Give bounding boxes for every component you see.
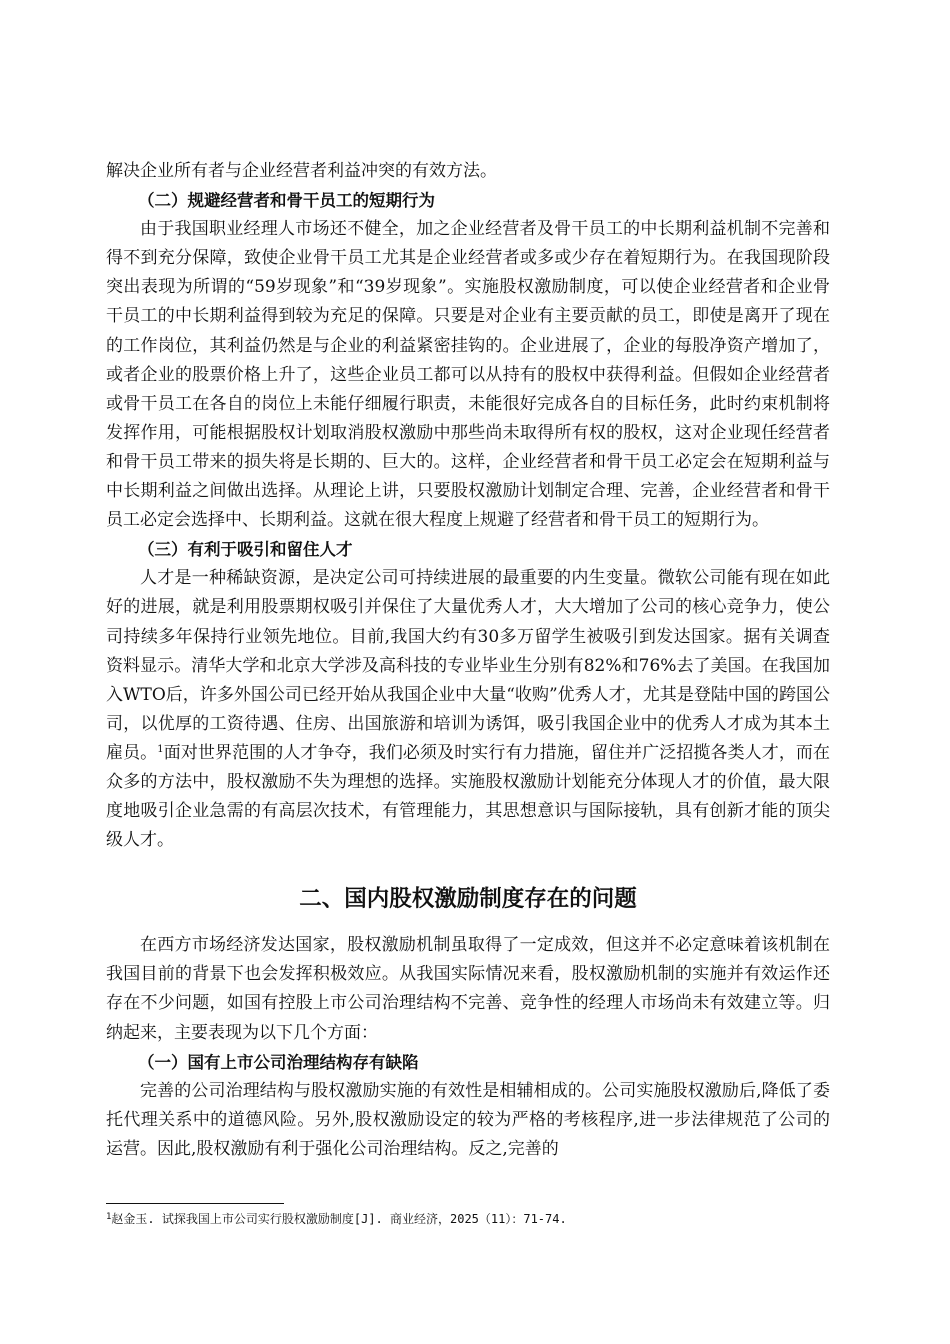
paragraph-talent-part2: 面对世界范围的人才争夺，我们必须及时实行有力措施，留住并广泛招揽各类人才，而在众多的方法中，股权激励不失为理想的选择。实施股权激励计划能充分体现人才的价值，最大限度地吸引企业急需的有高层次技术，有管理能力，其思想意识与国际接轨，具有创新才能的顶尖级人才。: [106, 742, 831, 851]
paragraph-governance: 完善的公司治理结构与股权激励实施的有效性是相辅相成的。公司实施股权激励后,降低了委托代理关系中的道德风险。另外,股权激励设定的较为严格的考核程序,进一步法律规范了公司的运营。因此,股权激励有利于强化公司治理结构。反之,完善的: [106, 1080, 830, 1159]
section-title: 二、国内股权激励制度存在的问题: [299, 886, 637, 913]
subheading-1: （一）国有上市公司治理结构存有缺陷: [138, 1052, 419, 1072]
paragraph-continued: 解决企业所有者与企业经营者利益冲突的有效方法。: [106, 161, 497, 181]
subheading-3: （三）有利于吸引和留住人才: [138, 540, 353, 560]
paragraph-talent: [106, 564, 830, 855]
paragraph-problems: 在西方市场经济发达国家，股权激励机制虽取得了一定成效，但这并不必定意味着该机制在我国目前的背景下也会发挥积极效应。从我国实际情况来看，股权激励机制的实施并有效运作还存在不少问题，如国有控股上市公司治理结构不完善、竞争性的经理人市场尚未有效建立等。归纳起来，主要表现为以下几个方面：: [106, 935, 830, 1043]
paragraph-short-term: 由于我国职业经理人市场还不健全，加之企业经营者及骨干员工的中长期利益机制不完善和得不到充分保障，致使企业骨干员工尤其是企业经营者或多或少存在着短期行为。在我国现阶段突出表现为所谓的“59岁现象”和“39岁现象”。实施股权激励制度，可以使企业经营者和企业骨干员工的中长期利益得到较为充足的保障。只要是对企业有主要贡献的员工，即使是离开了现在的工作岗位，其利益仍然是与企业的利益紧密挂钩的。企业进展了，企业的每股净资产增加了，或者企业的股票价格上升了，这些企业员工都可以从持有的股权中获得利益。但假如企业经营者或骨干员工在各自的岗位上未能仔细履行职责，未能很好完成各自的目标任务，此时约束机制将发挥作用，可能根据股权计划取消股权激励中那些尚未取得所有权的股权，这对企业现任经营者和骨干员工带来的损失将是长期的、巨大的。这样，企业经营者和骨干员工必定会在短期利益与中长期利益之间做出选择。从理论上讲，只要股权激励计划制定合理、完善，企业经营者和骨干员工必定会选择中、长期利益。这就在很大程度上规避了经营者和骨干员工的短期行为。: [106, 219, 830, 531]
footnote-divider: [106, 1203, 284, 1204]
paragraph-talent-part1: 人才是一种稀缺资源，是决定公司可持续进展的最重要的内生变量。微软公司能有现在如此好的进展，就是利用股票期权吸引并保住了大量优秀人才，大大增加了公司的核心竞争力，使公司持续多年保持行业领先地位。目前,我国大约有30多万留学生被吸引到发达国家。据有关调查资料显示。清华大学和北京大学涉及高科技的专业毕业生分别有82%和76%去了美国。在我国加入WTO后，许多外国公司已经开始从我国企业中大量“收购”优秀人才，尤其是登陆中国的跨国公司，以优厚的工资待遇、住房、出国旅游和培训为诱饵，吸引我国企业中的优秀人才成为其本土雇员。: [106, 568, 830, 763]
footnote-ref: 1: [157, 743, 164, 755]
document-body: [106, 157, 830, 1164]
footnote-marker: 1: [106, 1212, 112, 1222]
footnote: [106, 1210, 567, 1227]
subheading-2: （二）规避经营者和骨干员工的短期行为: [138, 191, 435, 211]
footnote-text: 赵金玉. 试探我国上市公司实行股权激励制度[J]. 商业经济，2025（11）：71-74.: [111, 1212, 567, 1226]
